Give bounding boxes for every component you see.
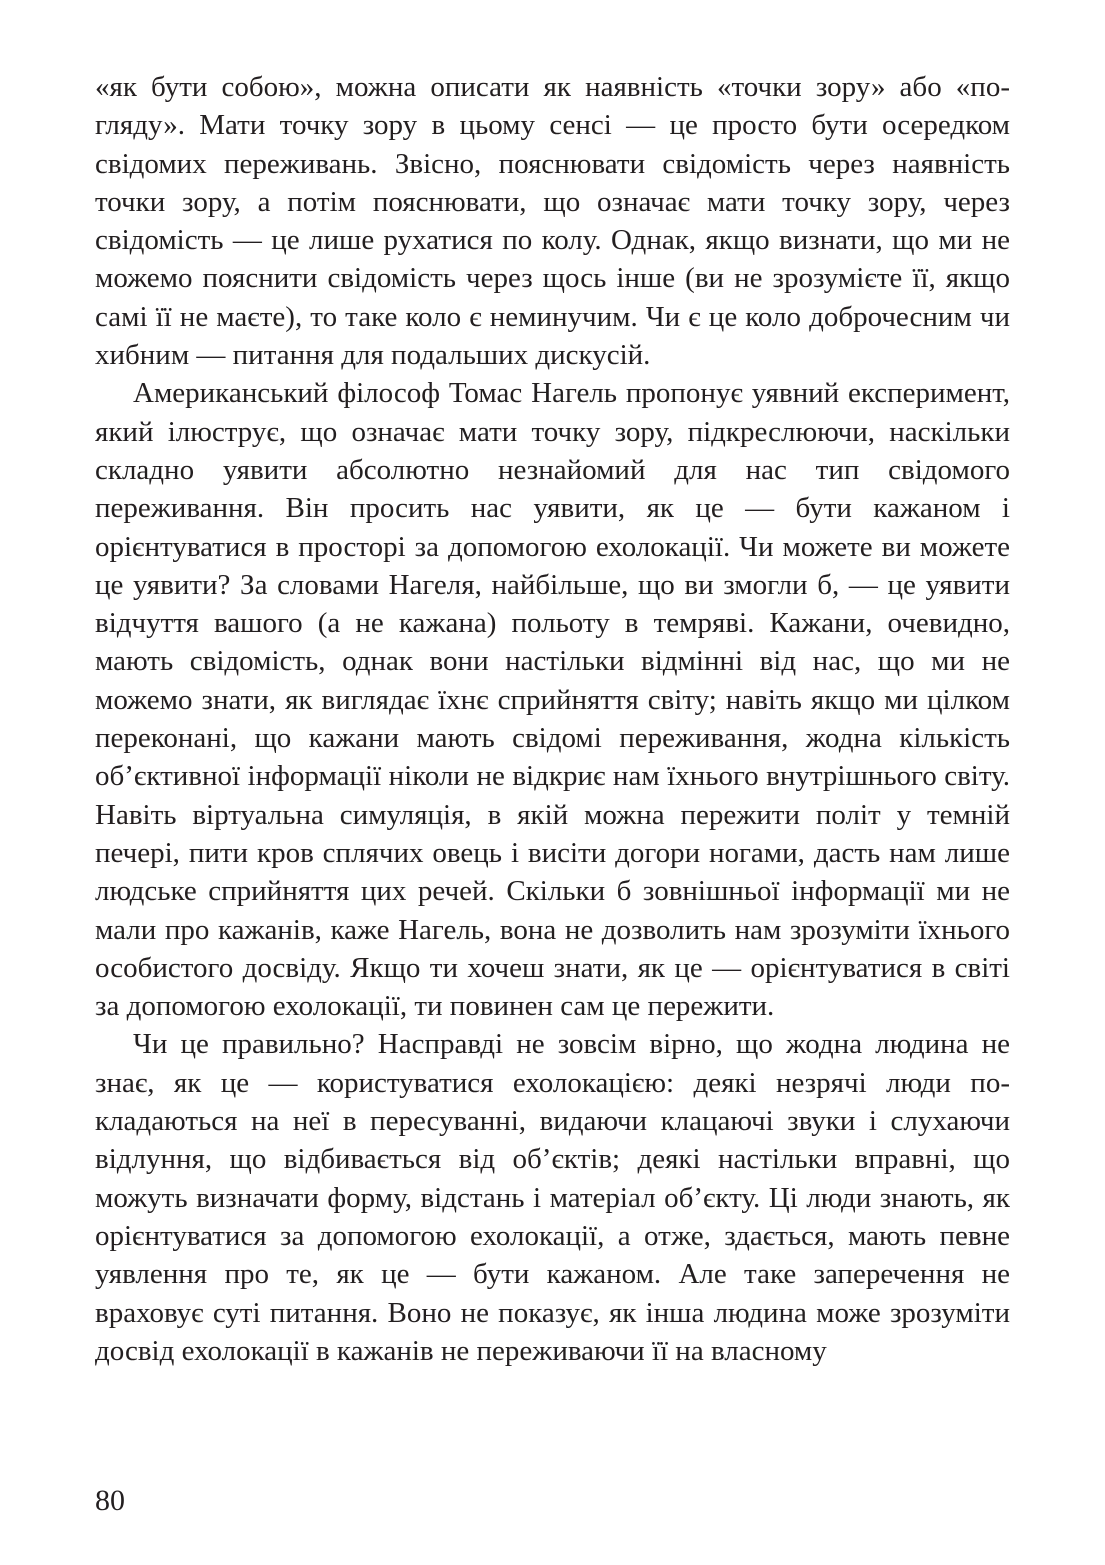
paragraph-2: Американський філософ Томас Нагель пропонує уявний експеримент, який ілюструє, що означає мати точку зору, підкреслюючи, наскільки складно уявити абсолютно незнайомий для нас тип свідомого переживання. Він просить нас уявити, як це — бути кажаном і орієнтуватися в просторі за допомогою ехолокації. Чи можете ви можете це уявити? За словами Нагеля, найбільше, що ви змогли б, — це уявити відчуття вашого (а не кажана) польоту в темряві. Кажани, очевидно, мають свідомість, однак вони настільки відмінні від нас, що ми не можемо знати, як виглядає їхнє сприйняття світу; навіть якщо ми цілком переконані, що кажани мають свідомі переживання, жодна кількість об’єктивної інформації ніколи не відкриє нам їхнього внутрішнього світу. Навіть віртуальна симуляція, в якій можна пережити політ у темній печері, пити кров сплячих овець і висіти догори ногами, дасть нам лише людське сприйняття цих речей. Скільки б зовнішньої інформації ми не мали про кажанів, каже Нагель, вона не дозволить нам зрозуміти їхнього особистого досвіду. Якщо ти хочеш знати, як це — орієнтуватися в світі за допомогою ехолокації, ти повинен сам це пережити.	[95, 377, 1010, 1023]
page-number: 80	[95, 1484, 125, 1517]
page-body	[95, 68, 1010, 1370]
paragraph-1: «як бути собою», можна описати як наявність «точки зору» або «погляду». Мати точку зору в цьому сенсі — це просто бути осередком свідомих переживань. Звісно, пояснювати свідомість через наявність точки зору, а потім пояснювати, що означає мати точку зору, через свідомість — це лише рухатися по колу. Однак, якщо визнати, що ми не можемо пояснити свідомість через щось інше (ви не зрозумієте її, якщо самі її не маєте), то таке коло є неминучим. Чи є це коло доброчесним чи хибним — питання для подальших дискусій.	[95, 71, 1010, 372]
paragraph-3: Чи це правильно? Насправді не зовсім вірно, що жодна людина не знає, як це — користуватися ехолокацією: деякі незрячі люди покладаються на неї в пересуванні, видаючи клацаючі звуки і слухаючи відлуння, що відбивається від об’єктів; деякі настільки вправні, що можуть визначати форму, відстань і матеріал об’єкту. Ці люди знають, як орієнтуватися за допомогою ехолокації, а отже, здається, мають певне уявлення про те, як це — бути кажаном. Але таке заперечення не враховує суті питання. Воно не показує, як інша людина може зрозуміти досвід ехолокації в кажанів не переживаючи її на власному	[95, 1028, 1010, 1367]
